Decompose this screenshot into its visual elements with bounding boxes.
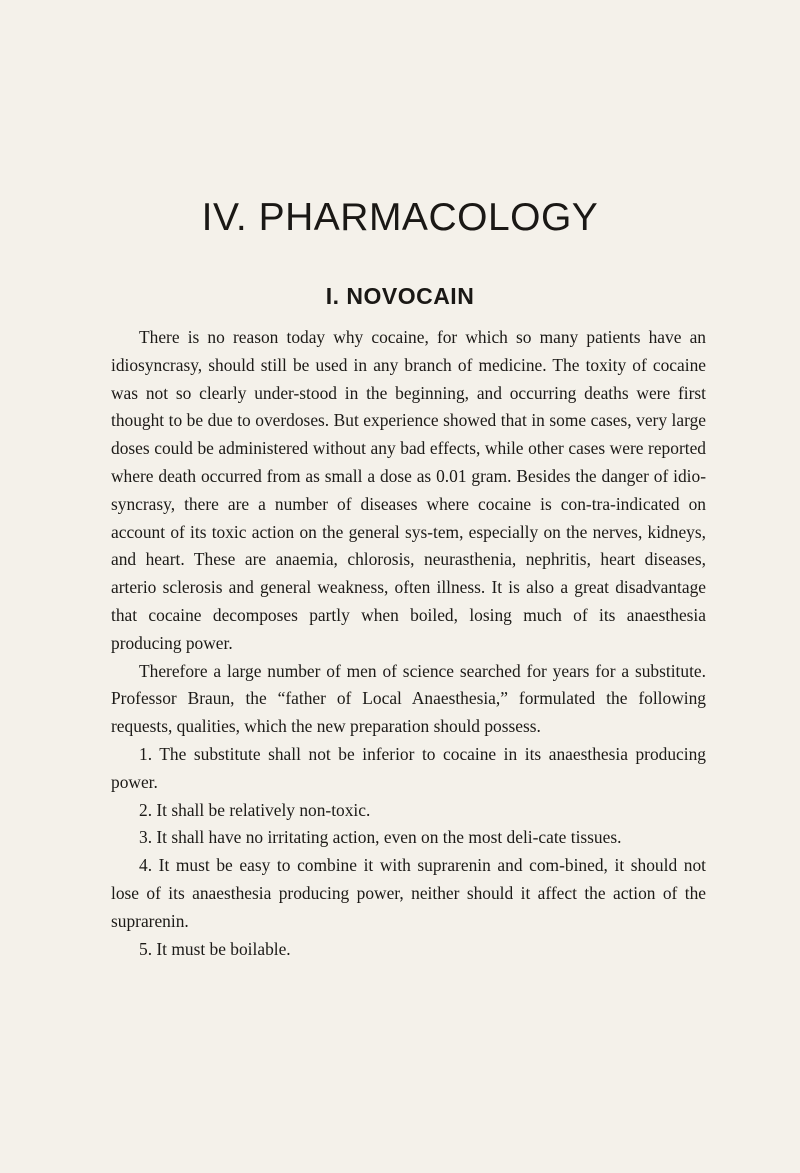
requirement-4: 4. It must be easy to combine it with suprarenin and com-bined, it should not lose of its anaesthesia producing power, neither should it affect the action of the suprarenin. [111,855,706,931]
paragraph-intro: There is no reason today why cocaine, for which so many patients have an idiosyncrasy, should still be used in any branch of medicine. The toxity of cocaine was not so clearly under-stood in the beginning, and occurring deaths were first thought to be due to overdoses. But experience showed that in some cases, very large doses could be administered without any bad effects, while other cases were reported where death occurred from as small a dose as 0.01 gram. Besides the danger of idio-syncrasy, there are a number of diseases where cocaine is con-tra-indicated on account of its toxic action on the general sys-tem, especially on the nerves, kidneys, and heart. These are anaemia, chlorosis, neurasthenia, nephritis, heart diseases, arterio sclerosis and general weakness, often illness. It is also a great disadvantage that cocaine decomposes partly when boiled, losing much of its anaesthesia producing power. [111,327,706,653]
paragraph-substitute: Therefore a large number of men of science searched for years for a substitute. Professor Braun, the “father of Local Anaesthesia,” formulated the following requests, qualities, which the new preparation should possess. [111,660,706,737]
requirement-3: 3. It shall have no irritating action, even on the most deli-cate tissues. [139,827,622,848]
section-title: I. NOVOCAIN [325,283,475,309]
chapter-title: IV. PHARMACOLOGY [201,196,599,239]
requirement-1: 1. The substitute shall not be inferior to cocaine in its anaesthesia producing power. [111,743,706,792]
body-text [111,324,706,963]
requirement-2: 2. It shall be relatively non-toxic. [139,799,371,820]
requirement-5: 5. It must be boilable. [139,938,291,959]
